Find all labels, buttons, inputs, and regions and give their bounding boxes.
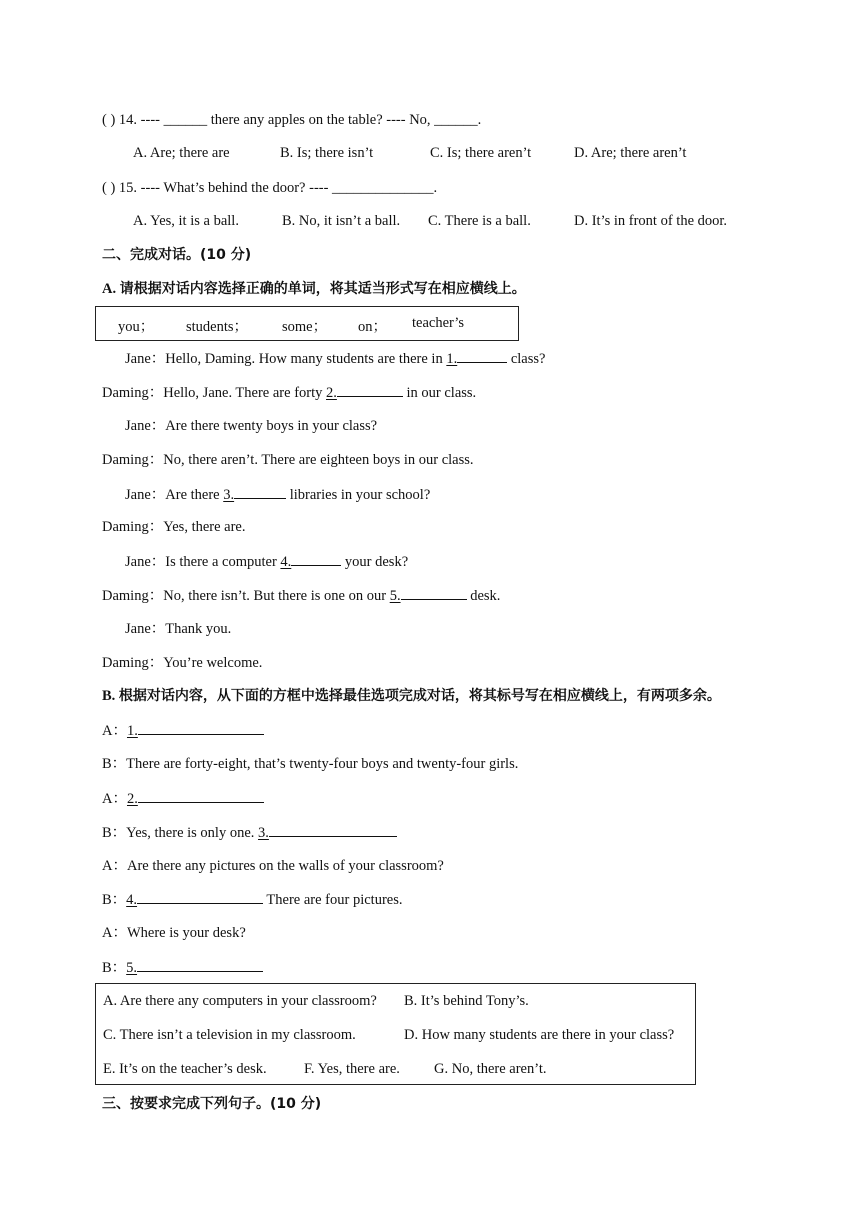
speaker: Daming： xyxy=(102,452,164,468)
blank-3[interactable]: 3. xyxy=(258,825,397,841)
choice-a: A. Are there any computers in your classroom? xyxy=(103,993,377,1009)
choice-d: D. How many students are there in your class? xyxy=(404,1027,675,1043)
part-a-letter: A. xyxy=(102,281,117,297)
question-stem: 14. ---- ______ there any apples on the table? ---- No, ______. xyxy=(118,112,482,128)
question-14 xyxy=(102,111,481,129)
dialogue-line: Daming：Hello, Jane. There are forty 2. in our class. xyxy=(102,385,477,401)
dialogue-line: B：Yes, there is only one. 3. xyxy=(102,823,397,842)
speaker: B： xyxy=(102,892,127,908)
speaker: Daming： xyxy=(102,385,164,401)
option-b: B. Is; there isn’t xyxy=(280,145,374,161)
answer-paren: ( ) xyxy=(102,112,116,128)
blank-4[interactable]: 4. xyxy=(126,892,263,908)
dialogue-line: Jane：Thank you. xyxy=(125,621,232,637)
choice-f: F. Yes, there are. xyxy=(304,1061,400,1077)
word-bank-item: on； xyxy=(358,319,387,335)
speaker: Jane： xyxy=(125,487,166,503)
speaker: Jane： xyxy=(125,554,166,570)
choice-b: B. It’s behind Tony’s. xyxy=(404,993,529,1009)
dialogue-line xyxy=(102,789,264,808)
option-a: A. Yes, it is a ball. xyxy=(133,213,239,229)
word-bank-item: some； xyxy=(282,319,328,335)
word-bank-box xyxy=(95,306,519,341)
dialogue-line: Jane：Are there twenty boys in your class? xyxy=(125,418,378,434)
choice-e: E. It’s on the teacher’s desk. xyxy=(103,1061,267,1077)
option-a: A. Are; there are xyxy=(133,145,230,161)
dialogue-line: B：There are forty-eight, that’s twenty-four boys and twenty-four girls. xyxy=(102,756,519,772)
speaker: A： xyxy=(102,723,127,739)
dialogue-line: Daming：No, there aren’t. There are eighteen boys in our class. xyxy=(102,452,474,468)
blank-2[interactable]: 2. xyxy=(127,791,264,807)
part-a-text: 请根据对话内容选择正确的单词，将其适当形式写在相应横线上。 xyxy=(119,281,526,297)
blank-1[interactable]: 1. xyxy=(127,723,264,739)
part-b-instruction xyxy=(102,687,721,705)
question-15 xyxy=(102,179,437,197)
word-bank-item: teacher’s xyxy=(412,315,465,331)
speaker: Daming： xyxy=(102,519,164,535)
blank-5[interactable]: 5. xyxy=(126,960,263,976)
blank-2[interactable]: 2. xyxy=(326,385,403,401)
speaker: Daming： xyxy=(102,588,164,604)
option-b: B. No, it isn’t a ball. xyxy=(282,213,401,229)
dialogue-line: A：Are there any pictures on the walls of your classroom? xyxy=(102,858,444,874)
option-d: D. It’s in front of the door. xyxy=(574,213,728,229)
speaker: A： xyxy=(102,858,127,874)
dialogue-line: Jane：Is there a computer 4. your desk? xyxy=(125,554,409,570)
speaker: B： xyxy=(102,756,127,772)
dialogue-line xyxy=(102,958,263,977)
speaker: B： xyxy=(102,960,127,976)
speaker: A： xyxy=(102,925,127,941)
dialogue-line: Jane：Hello, Daming. How many students are there in 1. class? xyxy=(125,351,546,367)
dialogue-line: Daming：No, there isn’t. But there is one on our 5. desk. xyxy=(102,588,501,604)
part-b-letter: B. xyxy=(102,688,116,704)
option-c: C. Is; there aren’t xyxy=(430,145,532,161)
speaker: B： xyxy=(102,825,127,841)
speaker: Jane： xyxy=(125,418,166,434)
blank-3[interactable]: 3. xyxy=(223,487,286,503)
word-bank-item: students； xyxy=(186,319,249,335)
blank-5[interactable]: 5. xyxy=(390,588,467,604)
choice-g: G. No, there aren’t. xyxy=(434,1061,547,1077)
speaker: Daming： xyxy=(102,655,164,671)
section-2-heading: 二、完成对话。(10 分) xyxy=(102,247,252,263)
blank-1[interactable]: 1. xyxy=(446,351,507,367)
question-stem: 15. ---- What’s behind the door? ---- ______________. xyxy=(118,180,438,196)
word-bank-item: you； xyxy=(118,319,155,335)
choice-c: C. There isn’t a television in my classroom. xyxy=(103,1027,356,1043)
dialogue-line xyxy=(102,721,264,740)
part-a-instruction xyxy=(102,280,526,298)
choices-box xyxy=(95,983,696,1085)
answer-paren: ( ) xyxy=(102,180,116,196)
dialogue-line: A：Where is your desk? xyxy=(102,925,246,941)
option-c: C. There is a ball. xyxy=(428,213,531,229)
part-b-text: 根据对话内容，从下面的方框中选择最佳选项完成对话，将其标号写在相应横线上，有两项多余。 xyxy=(118,688,721,704)
blank-4[interactable]: 4. xyxy=(280,554,341,570)
dialogue-line: Jane：Are there 3. libraries in your school? xyxy=(125,487,431,503)
dialogue-line: Daming：You’re welcome. xyxy=(102,655,263,671)
option-d: D. Are; there aren’t xyxy=(574,145,687,161)
dialogue-line: Daming：Yes, there are. xyxy=(102,519,246,535)
speaker: Jane： xyxy=(125,351,166,367)
speaker: Jane： xyxy=(125,621,166,637)
speaker: A： xyxy=(102,791,127,807)
section-3-heading: 三、按要求完成下列句子。(10 分) xyxy=(102,1096,322,1112)
dialogue-line: B：4. There are four pictures. xyxy=(102,892,403,908)
